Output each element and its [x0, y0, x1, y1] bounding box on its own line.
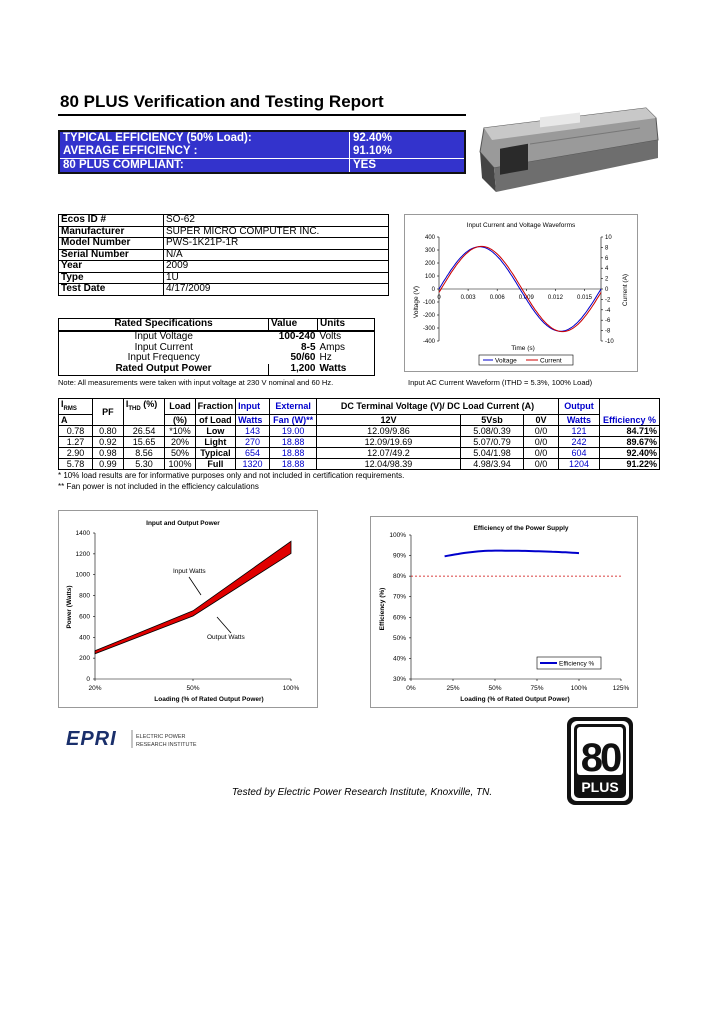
summary-value: YES: [350, 159, 466, 174]
cell-output: 604: [558, 447, 599, 458]
cell-efficiency: 92.40%: [600, 447, 660, 458]
efficiency-xtick-label: 100%: [570, 685, 588, 692]
results-row: [59, 425, 660, 436]
header-12v: 12V: [317, 414, 461, 425]
waveform-y2tick-label: 0: [605, 287, 609, 293]
info-row: [59, 249, 389, 261]
waveform-ytick-label: 300: [424, 248, 435, 254]
cell-pf: 0.99: [93, 458, 124, 469]
waveform-xtick-label: 0.015: [577, 295, 593, 301]
header-fraction-2: of Load: [195, 414, 236, 425]
waveform-ytick-label: -100: [422, 300, 435, 306]
info-key: Model Number: [59, 238, 164, 250]
cell-fraction: Typical: [195, 447, 236, 458]
header-irms: $I_{RMS}$: [59, 399, 93, 415]
info-row: [59, 238, 389, 250]
legend-efficiency: Efficiency %: [559, 660, 595, 668]
cell-output: 242: [558, 436, 599, 447]
waveform-title: Input Current and Voltage Waveforms: [466, 222, 576, 229]
cell-fraction: Full: [195, 458, 236, 469]
cell-0v: 0/0: [524, 447, 559, 458]
summary-row: [59, 145, 465, 159]
header-external: External: [269, 399, 316, 415]
cell-output: 1204: [558, 458, 599, 469]
badge-number: 80: [580, 736, 620, 780]
power-loss-band: [95, 541, 291, 654]
power-axes: [76, 530, 300, 692]
waveform-xlabel: Time (s): [511, 345, 535, 352]
cell-load: 20%: [165, 436, 195, 447]
cell-load: *10%: [165, 425, 195, 436]
header-ithd: $I_{THD}$ (%): [123, 399, 164, 426]
power-supply-photo: [470, 96, 660, 200]
cell-load: 100%: [165, 458, 195, 469]
footnote-2: ** Fan power is not included in the efficiency calculations: [58, 482, 259, 491]
results-row: [59, 436, 660, 447]
cell-fan: 19.00: [269, 425, 316, 436]
cell-0v: 0/0: [524, 436, 559, 447]
power-xtick-label: 50%: [186, 685, 200, 692]
cell-5vsb: 5.08/0.39: [460, 425, 524, 436]
header-pf: PF: [93, 399, 124, 426]
rated-spec: Rated Output Power: [59, 364, 269, 375]
waveform-xtick-label: 0.009: [518, 295, 534, 301]
waveform-ytick-label: -400: [422, 339, 435, 345]
waveform-ytick-label: 400: [424, 235, 435, 241]
efficiency-chart-svg: [371, 517, 637, 707]
waveform-y2tick-label: 6: [605, 255, 609, 262]
efficiency-xlabel: Loading (% of Rated Output Power): [460, 696, 570, 703]
legend-voltage: Voltage: [495, 357, 517, 365]
power-xlabel: Loading (% of Rated Output Power): [154, 696, 264, 703]
rated-header-value: Value: [269, 319, 318, 331]
efficiency-ytick-label: 70%: [392, 593, 406, 601]
rated-spec: Input Current: [59, 343, 269, 354]
cell-ithd: 8.56: [123, 447, 164, 458]
header-load-pct: (%): [165, 414, 195, 425]
efficiency-xtick-label: 75%: [530, 685, 544, 692]
input-watts-arrow: [189, 577, 201, 595]
cell-5vsb: 4.98/3.94: [460, 458, 524, 469]
rated-value: 100-240: [278, 330, 316, 342]
waveform-y2tick-label: -8: [605, 328, 611, 335]
power-ytick-label: 400: [79, 634, 90, 642]
cell-efficiency: 91.22%: [600, 458, 660, 469]
header-0v: 0V: [524, 414, 559, 425]
waveform-y2tick-label: 8: [605, 245, 609, 252]
waveform-y2label: Current (A): [622, 273, 629, 307]
info-key: Manufacturer: [59, 226, 164, 238]
power-ytick-label: 0: [86, 676, 90, 683]
rated-value: 8-5: [301, 341, 316, 353]
efficiency-ytick-label: 50%: [392, 634, 406, 642]
output-watts-arrow: [217, 617, 231, 633]
info-value: 2009: [164, 261, 389, 273]
power-xtick-label: 100%: [282, 685, 300, 692]
cell-fan: 18.88: [269, 436, 316, 447]
header-dc: DC Terminal Voltage (V)/ DC Load Current (A): [317, 399, 559, 415]
epri-line1: ELECTRIC POWER: [136, 734, 186, 740]
cell-ithd: 26.54: [123, 425, 164, 436]
cell-input: 143: [236, 425, 270, 436]
cell-fan: 18.88: [269, 447, 316, 458]
cell-efficiency: 89.67%: [600, 436, 660, 447]
summary-label: 80 PLUS COMPLIANT:: [59, 159, 350, 174]
cell-load: 50%: [165, 447, 195, 458]
cell-0v: 0/0: [524, 458, 559, 469]
summary-value: 92.40%: [350, 131, 466, 145]
waveform-xtick-label: 0.006: [489, 295, 505, 301]
waveform-y2tick-label: -4: [605, 307, 611, 314]
waveform-y2tick-label: -10: [605, 339, 614, 345]
info-row: [59, 272, 389, 284]
summary-row: [59, 131, 465, 145]
cell-fraction: Light: [195, 436, 236, 447]
cell-pf: 0.80: [93, 425, 124, 436]
cell-12v: 12.07/49.2: [317, 447, 461, 458]
rated-header-units: Units: [318, 319, 375, 331]
efficiency-chart: [370, 516, 638, 708]
info-row: [59, 226, 389, 238]
efficiency-xtick-label: 50%: [488, 685, 502, 692]
epri-logo: [66, 728, 216, 750]
title-rule: [58, 114, 466, 116]
results-header-row: [59, 399, 660, 415]
cell-pf: 0.98: [93, 447, 124, 458]
rated-specs-table: [58, 318, 375, 376]
efficiency-ytick-label: 60%: [392, 614, 406, 622]
rated-spec: Input Voltage: [59, 331, 269, 343]
rated-unit: Hz: [318, 353, 375, 364]
efficiency-ytick-label: 30%: [392, 676, 406, 683]
power-ylabel: Power (Watts): [66, 585, 73, 629]
page-title: 80 PLUS Verification and Testing Report: [60, 92, 384, 111]
header-external-2: Fan (W)**: [269, 414, 316, 425]
rated-row: [59, 364, 375, 375]
cell-0v: 0/0: [524, 425, 559, 436]
waveform-y2tick-label: 2: [605, 276, 609, 283]
waveform-y2tick-label: -6: [605, 318, 611, 325]
cell-irms: 0.78: [59, 425, 93, 436]
rated-header-row: [59, 319, 375, 331]
waveform-ylabel: Voltage (V): [413, 285, 420, 319]
epri-line2: RESEARCH INSTITUTE: [136, 742, 197, 748]
cell-5vsb: 5.04/1.98: [460, 447, 524, 458]
header-output: Output: [558, 399, 599, 415]
rated-row: [59, 331, 375, 343]
legend-current: Current: [540, 357, 562, 365]
cell-fan: 18.88: [269, 458, 316, 469]
cell-input: 1320: [236, 458, 270, 469]
summary-value: 91.10%: [350, 145, 466, 159]
efficiency-series-line: [445, 551, 579, 557]
waveform-y2tick-label: 10: [605, 235, 612, 241]
header-eff-blank: [600, 399, 660, 415]
header-5vsb: 5Vsb: [460, 414, 524, 425]
efficiency-ytick-label: 40%: [392, 655, 406, 663]
power-xtick-label: 20%: [88, 685, 102, 692]
power-chart-title: Input and Output Power: [146, 520, 220, 527]
info-value: 4/17/2009: [164, 284, 389, 296]
waveform-ytick-label: 100: [424, 274, 435, 280]
waveform-xtick-label: 0: [437, 295, 441, 301]
info-key: Serial Number: [59, 249, 164, 261]
summary-label: AVERAGE EFFICIENCY :: [63, 145, 198, 157]
header-fraction: Fraction: [195, 399, 236, 415]
cell-12v: 12.09/9.86: [317, 425, 461, 436]
info-value: PWS-1K21P-1R: [164, 238, 389, 250]
results-row: [59, 447, 660, 458]
rated-unit: Volts: [318, 331, 375, 343]
waveform-y2tick-label: -2: [605, 297, 611, 304]
epri-wordmark: EPRI: [66, 728, 117, 750]
output-watts-annotation: Output Watts: [207, 634, 245, 641]
efficiency-xtick-label: 25%: [446, 685, 460, 692]
efficiency-chart-title: Efficiency of the Power Supply: [473, 525, 569, 532]
rated-value: 1,200: [269, 364, 318, 375]
power-ytick-label: 800: [79, 592, 90, 600]
waveform-xtick-label: 0.012: [547, 295, 563, 301]
rated-unit: Amps: [318, 343, 375, 354]
input-watts-annotation: Input Watts: [173, 568, 206, 575]
cell-pf: 0.92: [93, 436, 124, 447]
info-key: Year: [59, 261, 164, 273]
header-input: Input: [236, 399, 270, 415]
info-value: 1U: [164, 272, 389, 284]
summary-label: TYPICAL EFFICIENCY (50% Load):: [63, 132, 252, 144]
efficiency-xtick-label: 125%: [612, 685, 630, 692]
efficiency-ytick-label: 90%: [392, 552, 406, 560]
waveform-chart-svg: [405, 215, 637, 371]
footnote-1: * 10% load results are for informative purposes only and not included in certification requirements.: [58, 471, 405, 480]
cell-irms: 1.27: [59, 436, 93, 447]
cell-12v: 12.04/98.39: [317, 458, 461, 469]
efficiency-xtick-label: 0%: [406, 685, 416, 692]
header-irms-unit: A: [59, 414, 93, 425]
power-ytick-label: 600: [79, 613, 90, 621]
efficiency-ytick-label: 100%: [389, 532, 406, 539]
info-row: [59, 284, 389, 296]
cell-efficiency: 84.71%: [600, 425, 660, 436]
results-row: [59, 458, 660, 469]
header-input-2: Watts: [236, 414, 270, 425]
measurement-note: Note: All measurements were taken with input voltage at 230 V nominal and 60 Hz.: [58, 378, 334, 387]
info-key: Ecos ID #: [59, 215, 164, 227]
info-value: SUPER MICRO COMPUTER INC.: [164, 226, 389, 238]
waveform-ytick-label: -200: [422, 313, 435, 319]
rated-unit: Watts: [318, 364, 375, 375]
info-key: Test Date: [59, 284, 164, 296]
rated-header-spec: Rated Specifications: [59, 319, 269, 331]
cell-12v: 12.09/19.69: [317, 436, 461, 447]
power-ytick-label: 200: [79, 655, 90, 663]
cell-fraction: Low: [195, 425, 236, 436]
results-table: [58, 398, 660, 470]
unit-info-table: [58, 214, 389, 296]
cell-input: 270: [236, 436, 270, 447]
power-ytick-label: 1000: [75, 571, 90, 579]
cell-output: 121: [558, 425, 599, 436]
power-ytick-label: 1400: [75, 530, 90, 537]
footer-text: Tested by Electric Power Research Institute, Knoxville, TN.: [231, 787, 493, 798]
cell-ithd: 15.65: [123, 436, 164, 447]
power-chart: [58, 510, 318, 708]
rated-value: 50/60: [290, 352, 316, 364]
waveform-ytick-label: 0: [431, 287, 435, 293]
waveform-note: Input AC Current Waveform (ITHD = 5.3%, 100% Load): [408, 378, 593, 387]
info-key: Type: [59, 272, 164, 284]
waveform-chart: [404, 214, 638, 372]
header-load: Load: [165, 399, 195, 415]
cell-input: 654: [236, 447, 270, 458]
rated-spec: Input Frequency: [59, 353, 269, 364]
cell-irms: 5.78: [59, 458, 93, 469]
info-row: [59, 215, 389, 227]
summary-row: [59, 159, 465, 174]
waveform-xtick-label: 0.003: [460, 295, 476, 301]
power-chart-svg: [59, 511, 317, 707]
cell-ithd: 5.30: [123, 458, 164, 469]
header-output-2: Watts: [558, 414, 599, 425]
efficiency-ytick-label: 80%: [392, 573, 406, 581]
efficiency-ylabel: Efficiency (%): [379, 587, 386, 631]
info-row: [59, 261, 389, 273]
cell-irms: 2.90: [59, 447, 93, 458]
summary-table: [58, 130, 466, 174]
waveform-y2tick-label: 4: [605, 266, 609, 273]
cell-5vsb: 5.07/0.79: [460, 436, 524, 447]
waveform-axes: [423, 235, 614, 345]
header-eff: Efficiency %: [600, 414, 660, 425]
badge-word: PLUS: [581, 779, 619, 795]
waveform-ytick-label: -300: [422, 326, 435, 332]
info-value: SO-62: [164, 215, 389, 227]
power-ytick-label: 1200: [75, 550, 90, 558]
info-value: N/A: [164, 249, 389, 261]
waveform-ytick-label: 200: [424, 261, 435, 267]
